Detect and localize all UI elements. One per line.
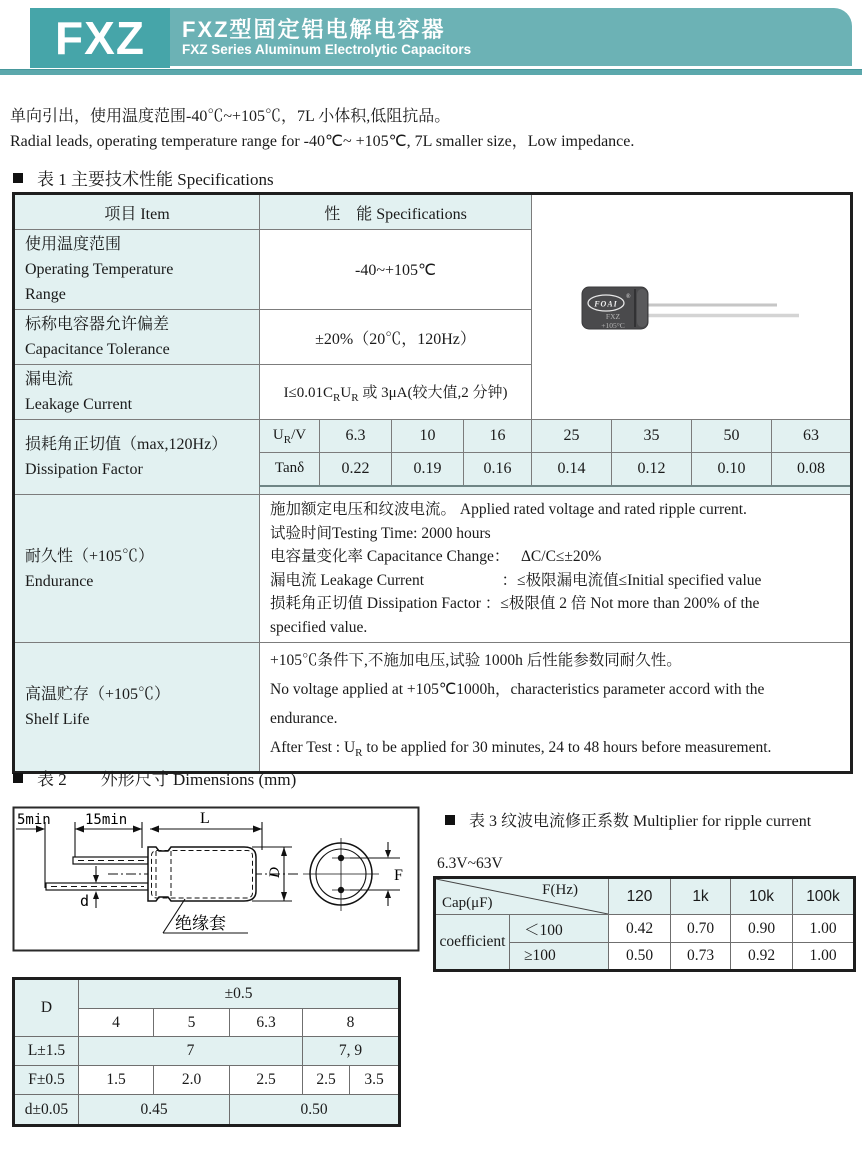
table2-bullet (13, 773, 23, 783)
endurance-line: 施加额定电压和纹波电流。 Applied rated voltage and rated ripple current. (270, 501, 747, 518)
table3-bullet (445, 815, 455, 825)
tan-cell: 0.19 (392, 453, 464, 486)
endurance-line: 损耗角正切值 Dissipation Factor ：≤极限值 2 倍 Not more than 200% of the (270, 595, 760, 612)
voltage-cell: 6.3 (320, 420, 392, 453)
dia-value: 5 (154, 1009, 230, 1037)
dimensions-table (12, 977, 401, 1127)
row-label-endurance (14, 495, 260, 643)
brand-reg-mark: ® (626, 294, 631, 300)
table2-heading (13, 765, 296, 790)
temp-label-en2: Range (25, 286, 66, 303)
row-label-shelf-life (14, 643, 260, 773)
tolerance-value: ±20%（20℃，120Hz） (260, 310, 532, 365)
dim-L-label: L (200, 810, 210, 827)
shelf-label-en: Shelf Life (25, 711, 90, 729)
coeff-cell: 0.70 (671, 915, 731, 943)
dim-5min-label: 5min (17, 812, 51, 828)
cap-range-row-label: ≥100 (510, 943, 609, 971)
diagonal-header-cell (435, 878, 609, 915)
voltage-cell: 63 (772, 420, 852, 453)
coeff-cell: 1.00 (793, 943, 855, 971)
shelf-line: +105℃条件下,不施加电压,试验 1000h 后性能参数同耐久性。 (270, 652, 682, 669)
F-value: 2.5 (230, 1066, 303, 1095)
shelf-label-zh: 高温贮存（+105℃） (25, 686, 171, 704)
table1-bullet (13, 173, 23, 183)
voltage-range-label: 6.3V~63V (437, 855, 503, 872)
voltage-cell: 50 (692, 420, 772, 453)
dissipation-label-en: Dissipation Factor (25, 461, 143, 478)
dissipation-label-zh: 损耗角正切值（max,120Hz） (25, 436, 228, 453)
dia-value: 4 (79, 1009, 154, 1037)
dissipation-spacer (260, 486, 852, 495)
tan-cell: 0.10 (692, 453, 772, 486)
coeff-cell: 0.42 (609, 915, 671, 943)
temp-label-zh: 使用温度范围 (25, 236, 122, 253)
capacitor-photo (532, 205, 848, 404)
coeff-cell: 1.00 (793, 915, 855, 943)
series-logo: FXZ (55, 12, 145, 64)
dim-row-label-L: L±1.5 (14, 1037, 79, 1066)
capacitor-cap (637, 289, 647, 327)
table3-heading (445, 808, 811, 831)
intro-line-en: Radial leads, operating temperature range for -40℃~ +105℃, 7L smaller size，Low impedance. (10, 133, 635, 150)
F-value: 1.5 (79, 1066, 154, 1095)
tolerance-label-en: Capacitance Tolerance (25, 341, 170, 358)
shelf-line: No voltage applied at +105℃1000h，characteristics parameter accord with the (270, 681, 765, 698)
voltage-cell: 25 (532, 420, 612, 453)
tan-cell: 0.16 (464, 453, 532, 486)
page-subtitle: FXZ Series Aluminum Electrolytic Capacitors (182, 42, 472, 57)
table1-heading (13, 165, 274, 190)
leakage-label-zh: 漏电流 (25, 371, 74, 388)
L-value: 7, 9 (303, 1037, 400, 1066)
body-outline (148, 847, 256, 901)
dim-row-label-d: d±0.05 (14, 1095, 79, 1126)
leakage-f2: R (333, 391, 341, 404)
temperature-value: -40~+105℃ (260, 230, 532, 310)
specifications-table (12, 192, 853, 774)
dim-row-label-D: D (14, 979, 79, 1037)
body-series-text: FXZ (605, 312, 621, 321)
endurance-line: 漏电流 Leakage Current ：≤极限漏电流值≤Initial specified value (270, 571, 762, 589)
dim-15min-label: 15min (85, 812, 128, 828)
F-value: 2.5 (303, 1066, 350, 1095)
coeff-cell: 0.92 (731, 943, 793, 971)
leakage-value (260, 365, 532, 420)
row-label-tolerance (14, 310, 260, 365)
row-label-temperature (14, 230, 260, 310)
series-logo-box (30, 8, 170, 68)
dia-value: 8 (303, 1009, 400, 1037)
row-label-dissipation (14, 420, 260, 495)
dia-value: 6.3 (230, 1009, 303, 1037)
shelf-content (260, 643, 852, 773)
freq-col-header: 1k (671, 878, 731, 915)
shelf-line: After Test : $U_R$ to be applied for 30 minutes, 24 to 48 hours before measurement. (270, 739, 772, 760)
coefficient-label: coefficient (435, 915, 510, 971)
coeff-cell: 0.73 (671, 943, 731, 971)
tan-header: Tanδ (260, 453, 320, 486)
endurance-content (260, 495, 852, 643)
sleeve-label: 绝缘套 (175, 914, 226, 933)
voltage-cell: 10 (392, 420, 464, 453)
table3-heading-text: 表 3 纹波电流修正系数 Multiplier for ripple current (469, 813, 812, 830)
dimensions-drawing (12, 806, 420, 952)
leakage-f3: U (340, 384, 352, 401)
leakage-f1: I≤0.01C (283, 384, 334, 401)
page-title: FXZ型固定铝电解电容器 (182, 17, 446, 42)
cap-range-row-label: ＜100 (510, 915, 609, 943)
tan-cell: 0.08 (772, 453, 852, 486)
freq-col-header: 120 (609, 878, 671, 915)
ur-header: $U_R/V$ (260, 420, 320, 453)
endurance-line: 电容量变化率 Capacitance Change： ΔC/C≤±20% (270, 548, 602, 565)
coeff-cell: 0.50 (609, 943, 671, 971)
freq-col-header: 100k (793, 878, 855, 915)
leakage-f4: R (351, 391, 359, 404)
voltage-cell: 35 (612, 420, 692, 453)
endurance-label-zh: 耐久性（+105℃） (25, 547, 155, 565)
temp-label-en1: Operating Temperature (25, 261, 174, 278)
tolerance-label-zh: 标称电容器允许偏差 (25, 316, 170, 333)
header-rule (0, 69, 862, 75)
cap-axis-label: Cap(μF) (442, 895, 493, 911)
tan-cell: 0.14 (532, 453, 612, 486)
capacitor-photo-cell (532, 194, 852, 420)
F-value: 3.5 (350, 1066, 400, 1095)
ripple-multiplier-table (433, 876, 856, 972)
tan-cell: 0.22 (320, 453, 392, 486)
table1-heading-text: 表 1 主要技术性能 Specifications (37, 170, 274, 189)
voltage-cell: 16 (464, 420, 532, 453)
L-value: 7 (79, 1037, 303, 1066)
endurance-label-en: Endurance (25, 572, 94, 590)
dim-F-label: F (394, 867, 403, 884)
tan-cell: 0.12 (612, 453, 692, 486)
dim-d-label: d (80, 892, 90, 910)
col-header-item: 项目 Item (14, 194, 260, 230)
brand-text: FOAI (594, 299, 618, 309)
table2-heading-text: 表 2 外形尺寸 Dimensions (mm) (37, 770, 297, 789)
leakage-label-en: Leakage Current (25, 396, 133, 413)
dim-D-label: D (267, 867, 283, 878)
col-header-spec: 性 能 Specifications (260, 194, 532, 230)
dim-row-label-F: F±0.5 (14, 1066, 79, 1095)
F-value: 2.0 (154, 1066, 230, 1095)
dia-tolerance: ±0.5 (79, 979, 400, 1009)
endurance-line: 试验时间Testing Time: 2000 hours (270, 524, 491, 542)
body-temp-text: +105°C (601, 321, 625, 330)
row-label-leakage (14, 365, 260, 420)
leakage-f5: 或 3μA(较大值,2 分钟) (358, 384, 508, 401)
d-value: 0.50 (230, 1095, 400, 1126)
shelf-line: endurance. (270, 710, 338, 727)
endurance-line: specified value. (270, 618, 368, 636)
intro-line-zh: 单向引出，使用温度范围-40℃~+105℃，7L 小体积,低阻抗品。 (10, 108, 451, 125)
freq-axis-label: F(Hz) (542, 882, 578, 898)
coeff-cell: 0.90 (731, 915, 793, 943)
freq-col-header: 10k (731, 878, 793, 915)
d-value: 0.45 (79, 1095, 230, 1126)
